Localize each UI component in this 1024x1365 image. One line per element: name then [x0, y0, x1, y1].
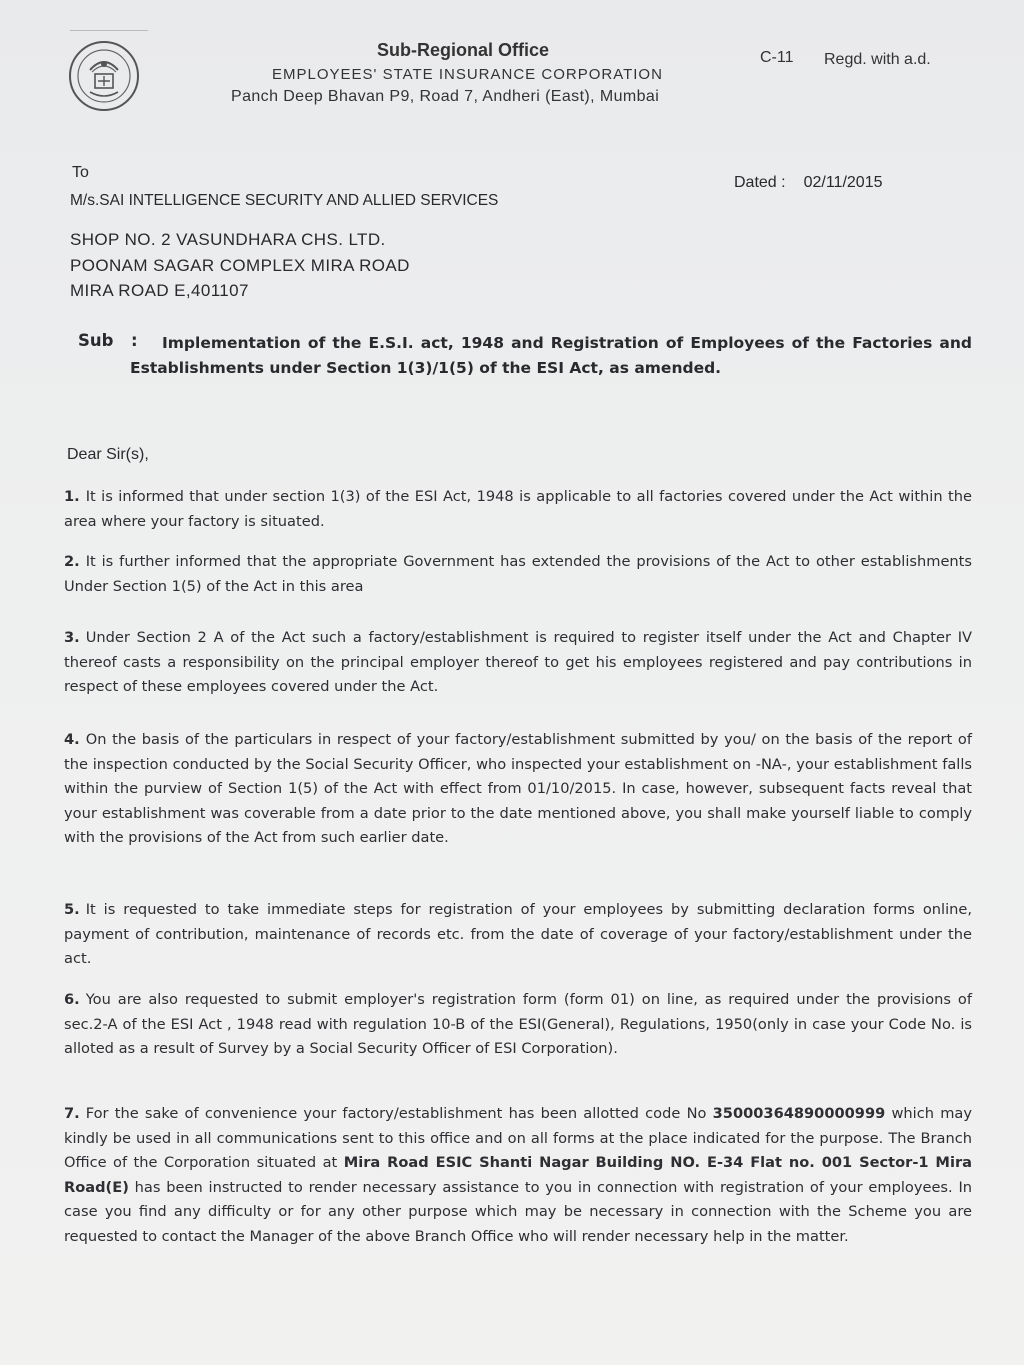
- registered-note: Regd. with a.d.: [824, 51, 931, 68]
- office-title: Sub-Regional Office: [377, 40, 550, 60]
- paragraph-text: You are also requested to submit employer's registration form (form 01) on line, as required under the provisions of sec.2-A of the ESI Act , 1948 read with regulation 10-B of the ESI(General), Regulations, 1950(only in case your Code No. is alloted as a result of Survey by a Social Security Officer of ESI Corporation).: [64, 991, 972, 1057]
- subject-text: Implementation of the E.S.I. act, 1948 and Registration of Employees of the Factories and Establishments under Section 1(3)/1(5) of the ESI Act, as amended.: [130, 334, 972, 377]
- page-edge-line: [70, 30, 148, 31]
- date-value: 02/11/2015: [803, 174, 883, 191]
- paragraph-text: has been instructed to render necessary assistance to you in connection with registration of your employees. In case you find any difficulty or for any other purpose which may be necessary in connection with the Scheme you are requested to contact the Manager of the above Branch Office who will render necessary help in the matter.: [64, 1178, 972, 1245]
- paragraph-text: which may kindly be used in all communications sent to this office and on all forms at the place indicated for the purpose. The Branch Office of the Corporation situated at: [64, 1105, 973, 1171]
- recipient-address-line1: SHOP NO. 2 VASUNDHARA CHS. LTD.: [70, 230, 386, 249]
- paragraph-number: 7.: [64, 1105, 80, 1122]
- paragraph-3: [64, 626, 972, 700]
- corporation-name: EMPLOYEES' STATE INSURANCE CORPORATION: [272, 66, 663, 83]
- employer-code: 35000364890000999: [712, 1105, 886, 1122]
- paragraph-number: 3.: [64, 629, 80, 646]
- form-code: C-11: [760, 49, 794, 66]
- paragraph-4: [64, 728, 972, 851]
- paragraph-text: It is informed that under section 1(3) of the ESI Act, 1948 is applicable to all factories covered under the Act within the area where your factory is situated.: [64, 488, 972, 530]
- salutation: Dear Sir(s),: [67, 446, 149, 463]
- paragraph-1: [64, 485, 972, 534]
- paragraph-2: [64, 550, 972, 599]
- paragraph-6: [64, 988, 972, 1062]
- paragraph-text: Under Section 2 A of the Act such a factory/establishment is required to register itself under the Act and Chapter IV thereof casts a responsibility on the principal employer thereof to get his employees registered and pay contributions in respect of these employees covered under the Act.: [64, 629, 972, 695]
- paragraph-number: 6.: [64, 991, 80, 1008]
- subject-colon: :: [131, 331, 138, 350]
- date-line: [734, 174, 882, 192]
- office-address: Panch Deep Bhavan P9, Road 7, Andheri (East), Mumbai: [231, 88, 660, 105]
- branch-office-address: Mira Road ESIC Shanti Nagar Building NO. E-34 Flat no. 001 Sector-1 Mira Road(E): [64, 1154, 972, 1196]
- recipient-address-line3: MIRA ROAD E,401107: [70, 281, 249, 300]
- paragraph-number: 2.: [64, 553, 80, 570]
- paragraph-text: For the sake of convenience your factory/establishment has been allotted code No: [85, 1105, 707, 1122]
- paragraph-text: On the basis of the particulars in respect of your factory/establishment submitted by you/ on the basis of the report of the inspection conducted by the Social Security Officer, who inspected your establishment on -NA-, your establishment falls within the purview of Section 1(5) of the Act with effect from 01/10/2015. In case, however, subsequent facts reveal that your establishment was coverable from a date prior to the date mentioned above, you shall make yourself liable to comply with the provisions of the Act from such earlier date.: [64, 731, 972, 846]
- paragraph-text: It is requested to take immediate steps for registration of your employees by submitting declaration forms online, payment of contribution, maintenance of records etc. from the date of coverage of your factory/establishment under the act.: [64, 901, 972, 967]
- subject-label: Sub: [78, 331, 114, 350]
- recipient-name: M/s.SAI INTELLIGENCE SECURITY AND ALLIED SERVICES: [70, 192, 499, 209]
- date-label: Dated :: [734, 174, 786, 191]
- to-label: To: [72, 164, 89, 181]
- paragraph-number: 5.: [64, 901, 80, 918]
- paragraph-7: [64, 1102, 972, 1249]
- paragraph-number: 4.: [64, 731, 80, 748]
- paragraph-number: 1.: [64, 488, 80, 505]
- esic-emblem-logo: [68, 40, 140, 112]
- paragraph-5: [64, 898, 972, 972]
- recipient-address-line2: POONAM SAGAR COMPLEX MIRA ROAD: [70, 256, 410, 275]
- paragraph-text: It is further informed that the appropriate Government has extended the provisions of the Act to other establishments Under Section 1(5) of the Act in this area: [64, 553, 972, 595]
